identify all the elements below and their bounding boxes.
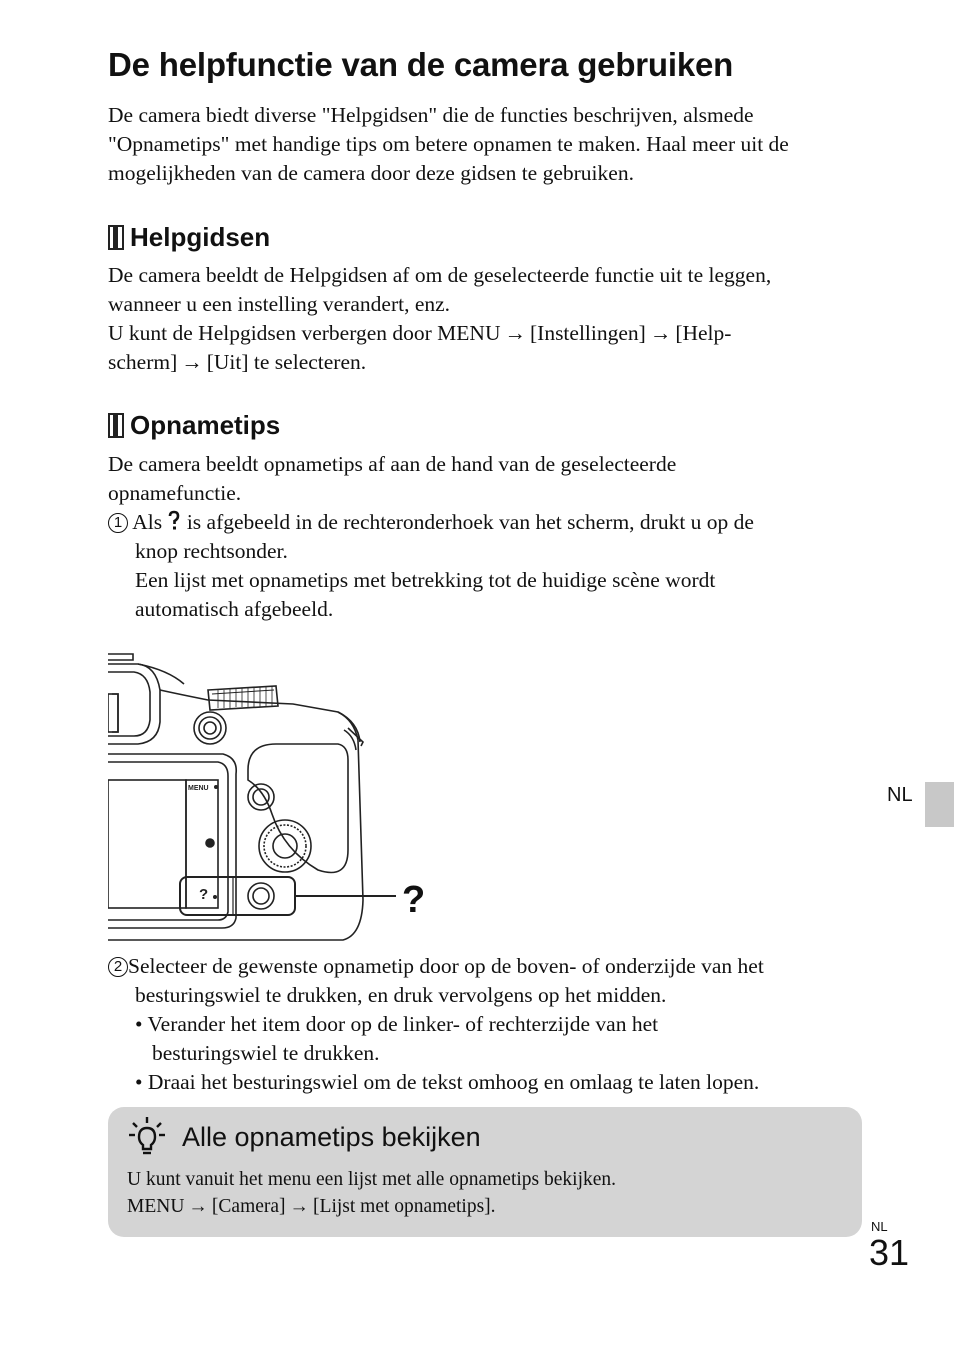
bullet-item: • Verander het item door op de linker- of rechterzijde van het [135, 1012, 659, 1036]
helpgidsen-paragraph [108, 261, 868, 377]
page-number: 31 [869, 1232, 910, 1273]
step-2-paragraph [108, 952, 868, 1097]
page-title: De helpfunctie van de camera gebruiken [108, 46, 734, 83]
help-question-icon [167, 510, 181, 532]
text-line: opnamefunctie. [108, 481, 242, 505]
text-line: automatisch afgebeeld. [135, 597, 334, 621]
arrow-icon: → [181, 350, 203, 374]
intro-line: "Opnametips" met handige tips om betere opnamen te maken. Haal meer uit de [108, 132, 789, 156]
text-line: wanneer u een instelling verandert, enz. [108, 292, 451, 316]
bullet-item: • Draai het besturingswiel om de tekst omhoog en omlaag te laten lopen. [135, 1070, 760, 1094]
step-2: 2 Selecteer de gewenste opnametip door op de boven- of onderzijde van het [108, 952, 868, 981]
text-line: Een lijst met opnametips met betrekking tot de huidige scène wordt [135, 568, 716, 592]
section-heading-text: Helpgidsen [130, 222, 271, 252]
side-tab [925, 782, 954, 827]
menu-label: MENU [188, 785, 209, 792]
footer-language: NL [871, 1219, 888, 1234]
step-number-icon: 1 [108, 513, 128, 533]
intro-line: De camera biedt diverse "Helpgidsen" die de functies beschrijven, alsmede [108, 103, 754, 127]
section-heading-text: Opnametips [130, 410, 281, 440]
section-heading-opnametips [108, 410, 280, 441]
screen-help-symbol: ? [199, 886, 209, 903]
arrow-icon: → [504, 321, 526, 345]
text-line: U kunt de Helpgidsen verbergen door MENU → [Instellingen] → [Help- [108, 319, 868, 348]
text-line: besturingswiel te drukken, en druk vervolgens op het midden. [135, 983, 667, 1007]
intro-paragraph [108, 101, 868, 188]
arrow-icon: → [649, 321, 672, 345]
text-line: scherm] → [Uit] te selecteren. [108, 348, 868, 377]
side-language-label: NL [887, 784, 913, 806]
text-line: De camera beeldt de Helpgidsen af om de geselecteerde functie uit te leggen, [108, 263, 772, 287]
tip-line: MENU → [Camera] → [Lijst met opnametips]. [127, 1193, 616, 1220]
section-marker-icon [108, 413, 124, 438]
callout-help-symbol: ? [402, 879, 426, 921]
section-marker-icon [108, 225, 124, 250]
intro-line: mogelijkheden van de camera door deze gidsen te gebruiken. [108, 161, 634, 185]
tip-line: U kunt vanuit het menu een lijst met alle opnametips bekijken. [127, 1169, 617, 1190]
arrow-icon: → [188, 1196, 208, 1217]
text-line: besturingswiel te drukken. [152, 1041, 380, 1065]
section-heading-helpgidsen [108, 222, 270, 253]
step-1: 1 Als is afgebeeld in de rechteronderhoek van het scherm, drukt u op de [108, 508, 868, 537]
opnametips-paragraph [108, 450, 868, 624]
lightbulb-icon [128, 1115, 166, 1157]
step-number-icon: 2 [108, 957, 128, 977]
text-line: De camera beeldt opnametips af aan de hand van de geselecteerde [108, 452, 677, 476]
camera-illustration [108, 650, 438, 945]
arrow-icon: → [289, 1196, 310, 1217]
tip-title: Alle opnametips bekijken [182, 1122, 481, 1152]
text-line: knop rechtsonder. [135, 539, 288, 563]
tip-text [127, 1166, 616, 1220]
